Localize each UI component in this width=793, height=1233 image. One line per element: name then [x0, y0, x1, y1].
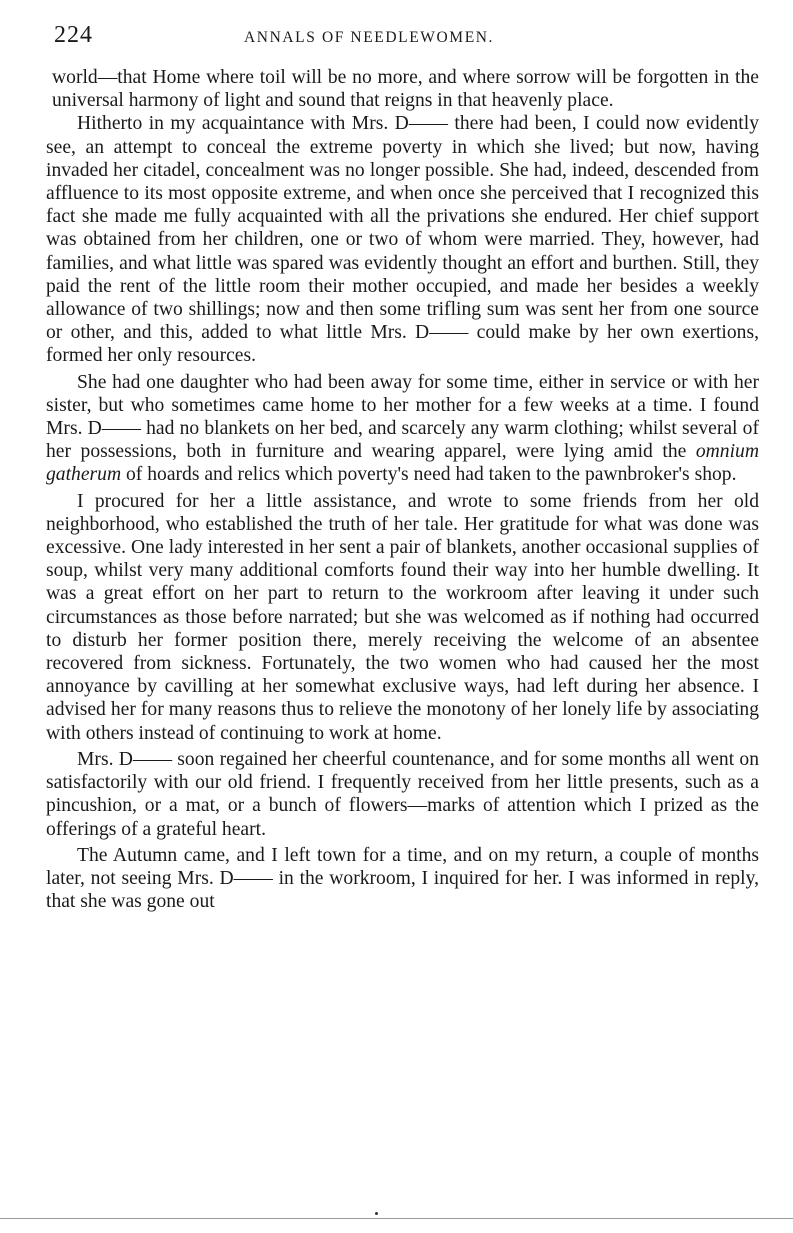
paragraph-6: [46, 844, 759, 914]
running-title: ANNALS OF NEEDLEWOMEN.: [244, 29, 495, 46]
running-head: [46, 22, 759, 52]
ink-speck: [375, 1212, 378, 1215]
body-text: [46, 66, 759, 913]
paragraph-text: of hoards and relics which poverty's need had taken to the pawnbroker's shop.: [121, 464, 737, 486]
paragraph-text: I procured for her a little assistance, and wrote to some friends from her old neighborhood, who established the truth of her tale. Her gratitude for what was done was excessive. One lady interested in her sent a pair of blankets, another occasional supplies of soup, whilst very many additional comforts found their way into her humble dwelling. It was a great effort on her part to return to the workroom after leaving it under such circumstances as those before narrated; but she was welcomed as if nothing had occurred to disturb her former position there, merely receiving the welcome of an absentee recovered from sickness. Fortunately, the two women who had caused her the most annoyance by cavilling at her somewhat exclusive ways, had left during her absence. I advised her for many reasons thus to relieve the monotony of her lonely life by associating with others instead of continuing to work at home.: [46, 490, 759, 744]
page-number: 224: [54, 22, 93, 48]
bottom-rule: [0, 1218, 793, 1219]
italic-phrase: omnium gatherum: [46, 441, 759, 486]
paragraph-2: [46, 112, 759, 367]
paragraph-4: [46, 490, 759, 745]
paragraph-3: [46, 371, 759, 487]
paragraph-text: Mrs. D—— soon regained her cheerful countenance, and for some months all went on satisfactorily with our old friend. I frequently received from her little presents, such as a pincushion, or a mat, or a bunch of flowers—marks of attention which I prized as the offerings of a grateful heart.: [46, 748, 759, 840]
paragraph-text: Hitherto in my acquaintance with Mrs. D—— there had been, I could now evidently see, an attempt to conceal the extreme poverty in which she lived; but now, having invaded her citadel, concealment was no longer possible. She had, indeed, descended from affluence to its most opposite extreme, and when once she perceived that I recognized this fact she made me fully acquainted with all the privations she endured. Her chief support was obtained from her children, one or two of whom were married. They, however, had families, and what little was spared was evidently thought an effort and burthen. Still, they paid the rent of the little room their mother occupied, and made her besides a weekly allowance of two shillings; now and then some trifling sum was sent her from one source or other, and this, added to what little Mrs. D—— could make by her own exertions, formed her only resources.: [46, 113, 759, 367]
paragraph-5: [46, 748, 759, 841]
book-page: [46, 22, 759, 913]
paragraph-1: [46, 66, 759, 112]
paragraph-text: She had one daughter who had been away for some time, either in service or with her sister, but who sometimes came home to her mother for a few weeks at a time. I found Mrs. D—— had no blankets on her bed, and scarcely any warm clothing; whilst several of her possessions, both in furniture and wearing apparel, were lying amid the: [46, 371, 759, 463]
paragraph-text: world—that Home where toil will be no more, and where sorrow will be forgotten in the universal harmony of light and sound that reigns in that heavenly place.: [52, 67, 759, 112]
paragraph-text: The Autumn came, and I left town for a time, and on my return, a couple of months later, not seeing Mrs. D—— in the workroom, I inquired for her. I was informed in reply, that she was gone out: [46, 844, 759, 913]
